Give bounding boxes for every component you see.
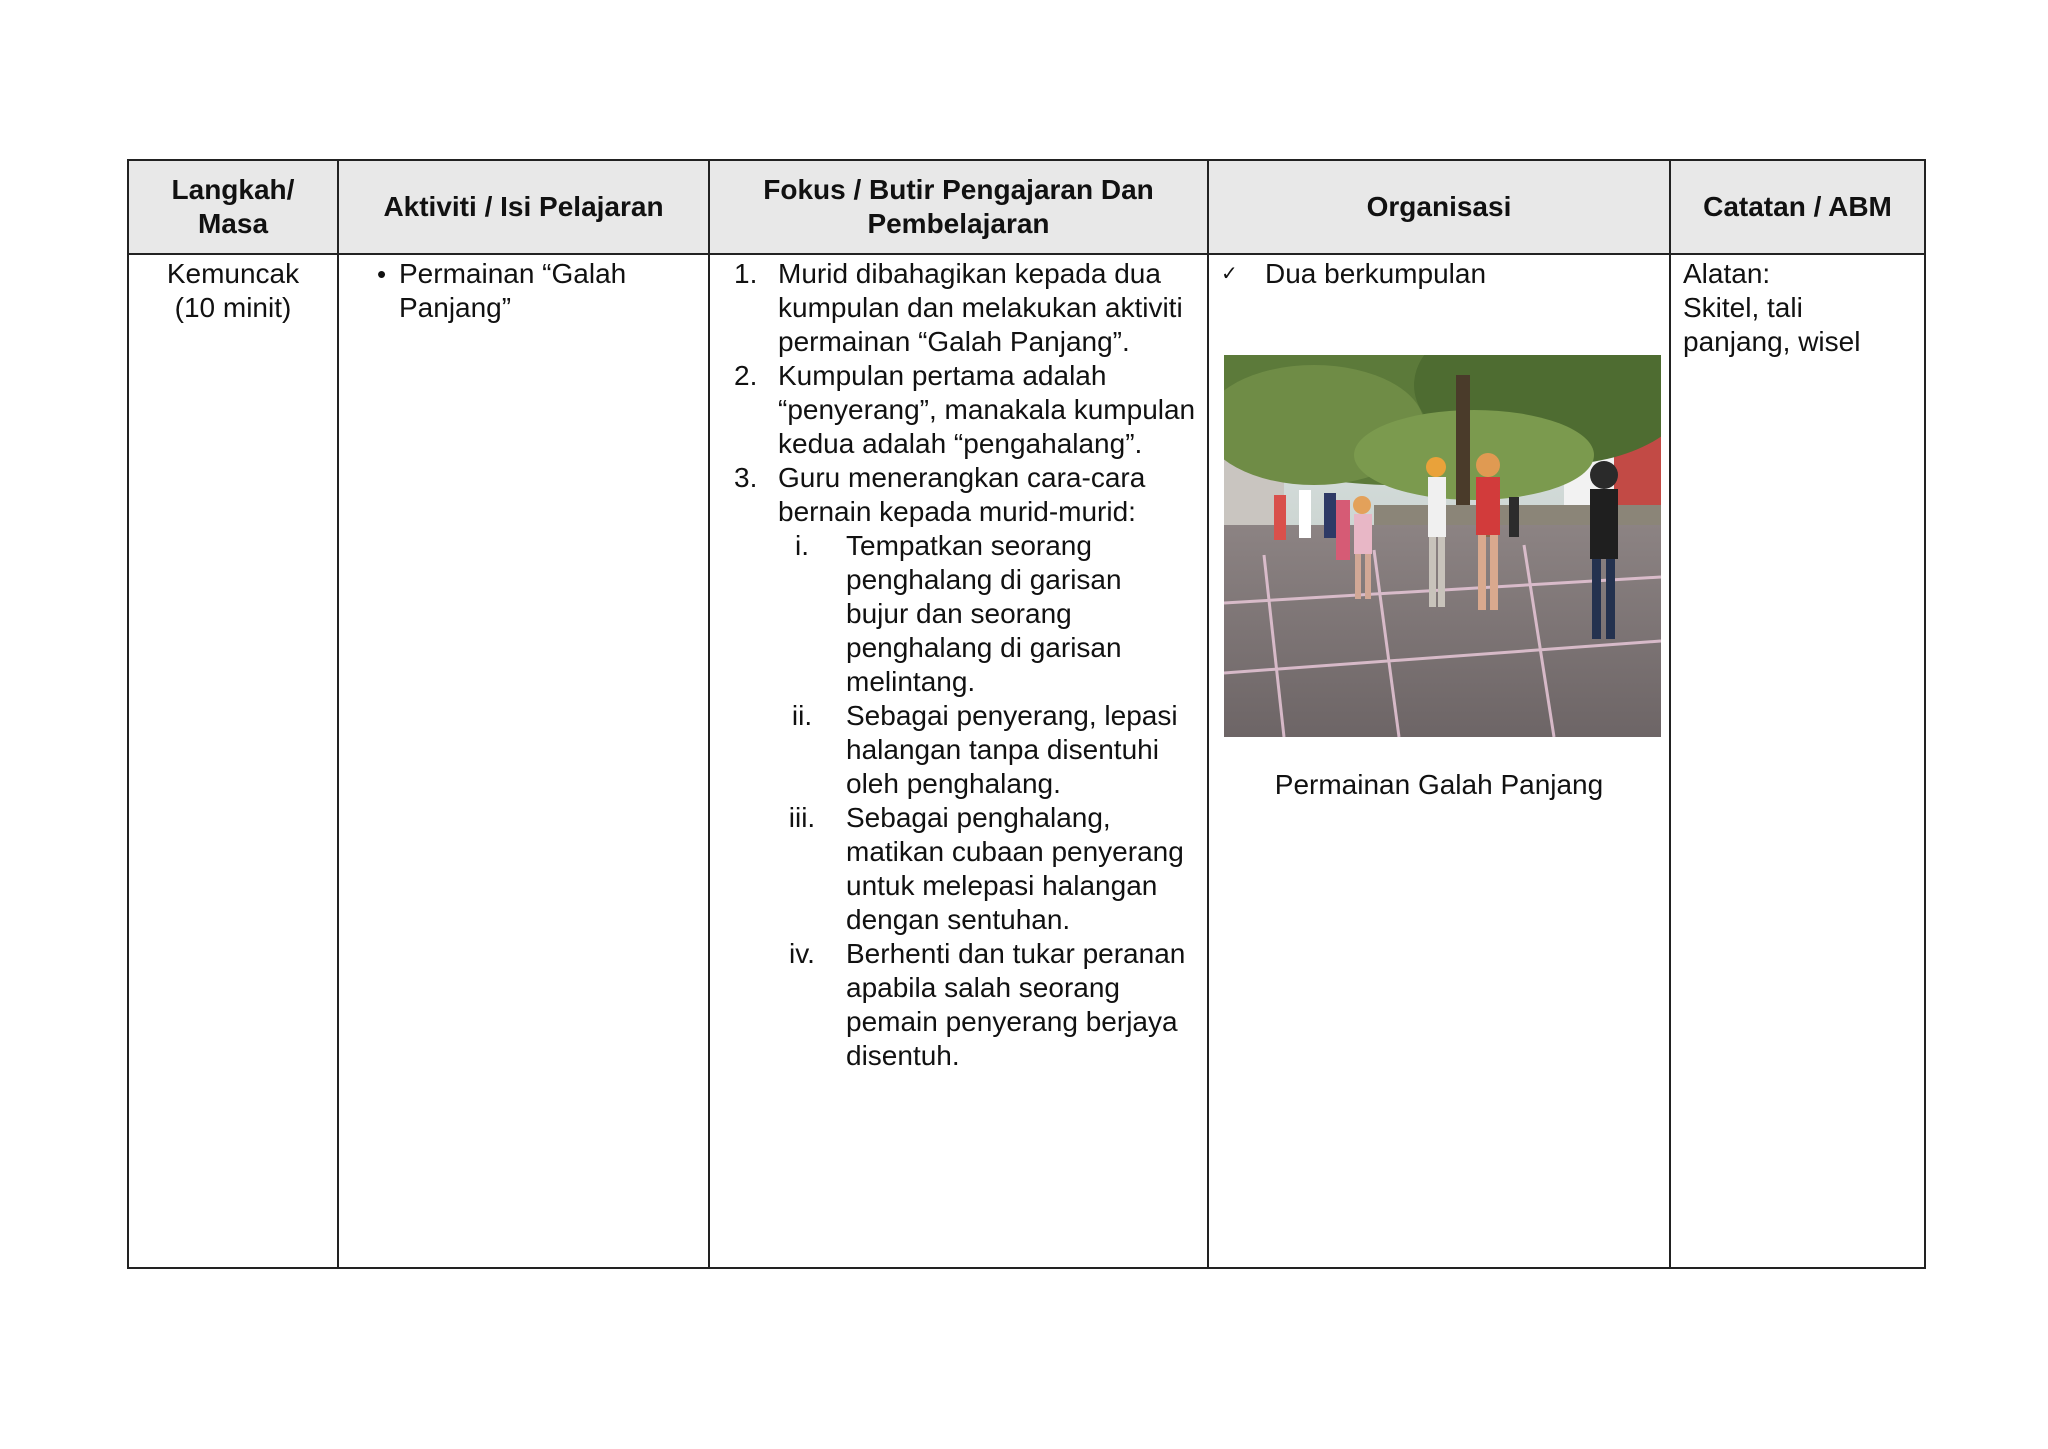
photo-caption: Permainan Galah Panjang bbox=[1274, 769, 1604, 800]
list-text: Sebagai penghalang, matikan cubaan penyerang untuk melepasi halangan dengan sentuhan. bbox=[846, 802, 1184, 935]
list-text: Tempatkan seorang penghalang di garisan bujur dan seorang penghalang di garisan melintang. bbox=[846, 530, 1122, 697]
check-icon: ✓ bbox=[1221, 263, 1238, 285]
header-activity: Aktiviti / Isi Pelajaran bbox=[338, 160, 709, 254]
list-text: Guru menerangkan cara-cara bernain kepada murid-murid: bbox=[778, 462, 1146, 527]
focus-cell bbox=[709, 254, 1208, 1268]
list-item bbox=[710, 937, 1207, 1073]
organization-text: Dua berkumpulan bbox=[1265, 258, 1487, 289]
activity-cell bbox=[338, 254, 709, 1268]
lesson-plan-table bbox=[127, 159, 1926, 1269]
list-text: Kumpulan pertama adalah “penyerang”, manakala kumpulan kedua adalah “pengahalang”. bbox=[778, 360, 1196, 459]
list-number: ii. bbox=[791, 700, 813, 731]
photo-illustration bbox=[1224, 355, 1661, 737]
activity-list bbox=[339, 255, 708, 325]
header-focus bbox=[709, 160, 1208, 254]
list-item bbox=[710, 699, 1207, 801]
header-focus-line-2: Pembelajaran bbox=[867, 208, 1050, 239]
step-duration: (10 minit) bbox=[174, 292, 292, 323]
focus-list bbox=[710, 255, 1207, 529]
organization-cell bbox=[1208, 254, 1670, 1268]
list-number: iv. bbox=[789, 938, 815, 969]
header-notes: Catatan / ABM bbox=[1670, 160, 1925, 254]
header-step-line-1: Langkah/ bbox=[171, 174, 295, 205]
list-number: 3. bbox=[734, 462, 758, 493]
list-item bbox=[710, 257, 1197, 359]
notes-text: Skitel, tali panjang, wisel bbox=[1683, 292, 1861, 357]
galah-panjang-photo bbox=[1224, 355, 1661, 737]
notes-heading: Alatan: bbox=[1683, 258, 1771, 289]
step-cell bbox=[128, 254, 338, 1268]
list-text: Berhenti dan tukar peranan apabila salah seorang pemain penyerang berjaya disentuh. bbox=[846, 938, 1186, 1071]
organization-line bbox=[1209, 255, 1669, 291]
list-item bbox=[710, 461, 1197, 529]
list-text: Murid dibahagikan kepada dua kumpulan dan melakukan aktiviti permainan “Galah Panjang”. bbox=[778, 258, 1183, 357]
header-organization: Organisasi bbox=[1208, 160, 1670, 254]
focus-sub-list bbox=[710, 529, 1207, 1073]
table-row bbox=[128, 254, 1925, 1268]
list-number: iii. bbox=[788, 802, 816, 833]
notes-cell bbox=[1670, 254, 1925, 1268]
list-number: 1. bbox=[734, 258, 758, 289]
list-number: i. bbox=[795, 530, 809, 561]
header-focus-line-1: Fokus / Butir Pengajaran Dan bbox=[763, 174, 1154, 205]
list-text: Sebagai penyerang, lepasi halangan tanpa disentuhi oleh penghalang. bbox=[846, 700, 1178, 799]
header-step-line-2: Masa bbox=[197, 208, 269, 239]
step-name: Kemuncak bbox=[166, 258, 300, 289]
header-step bbox=[128, 160, 338, 254]
list-item bbox=[710, 359, 1197, 461]
list-item bbox=[710, 529, 1207, 699]
header-row bbox=[128, 160, 1925, 254]
list-item bbox=[710, 801, 1207, 937]
list-item: • Permainan “Galah Panjang” bbox=[399, 257, 708, 325]
list-number: 2. bbox=[734, 360, 758, 391]
